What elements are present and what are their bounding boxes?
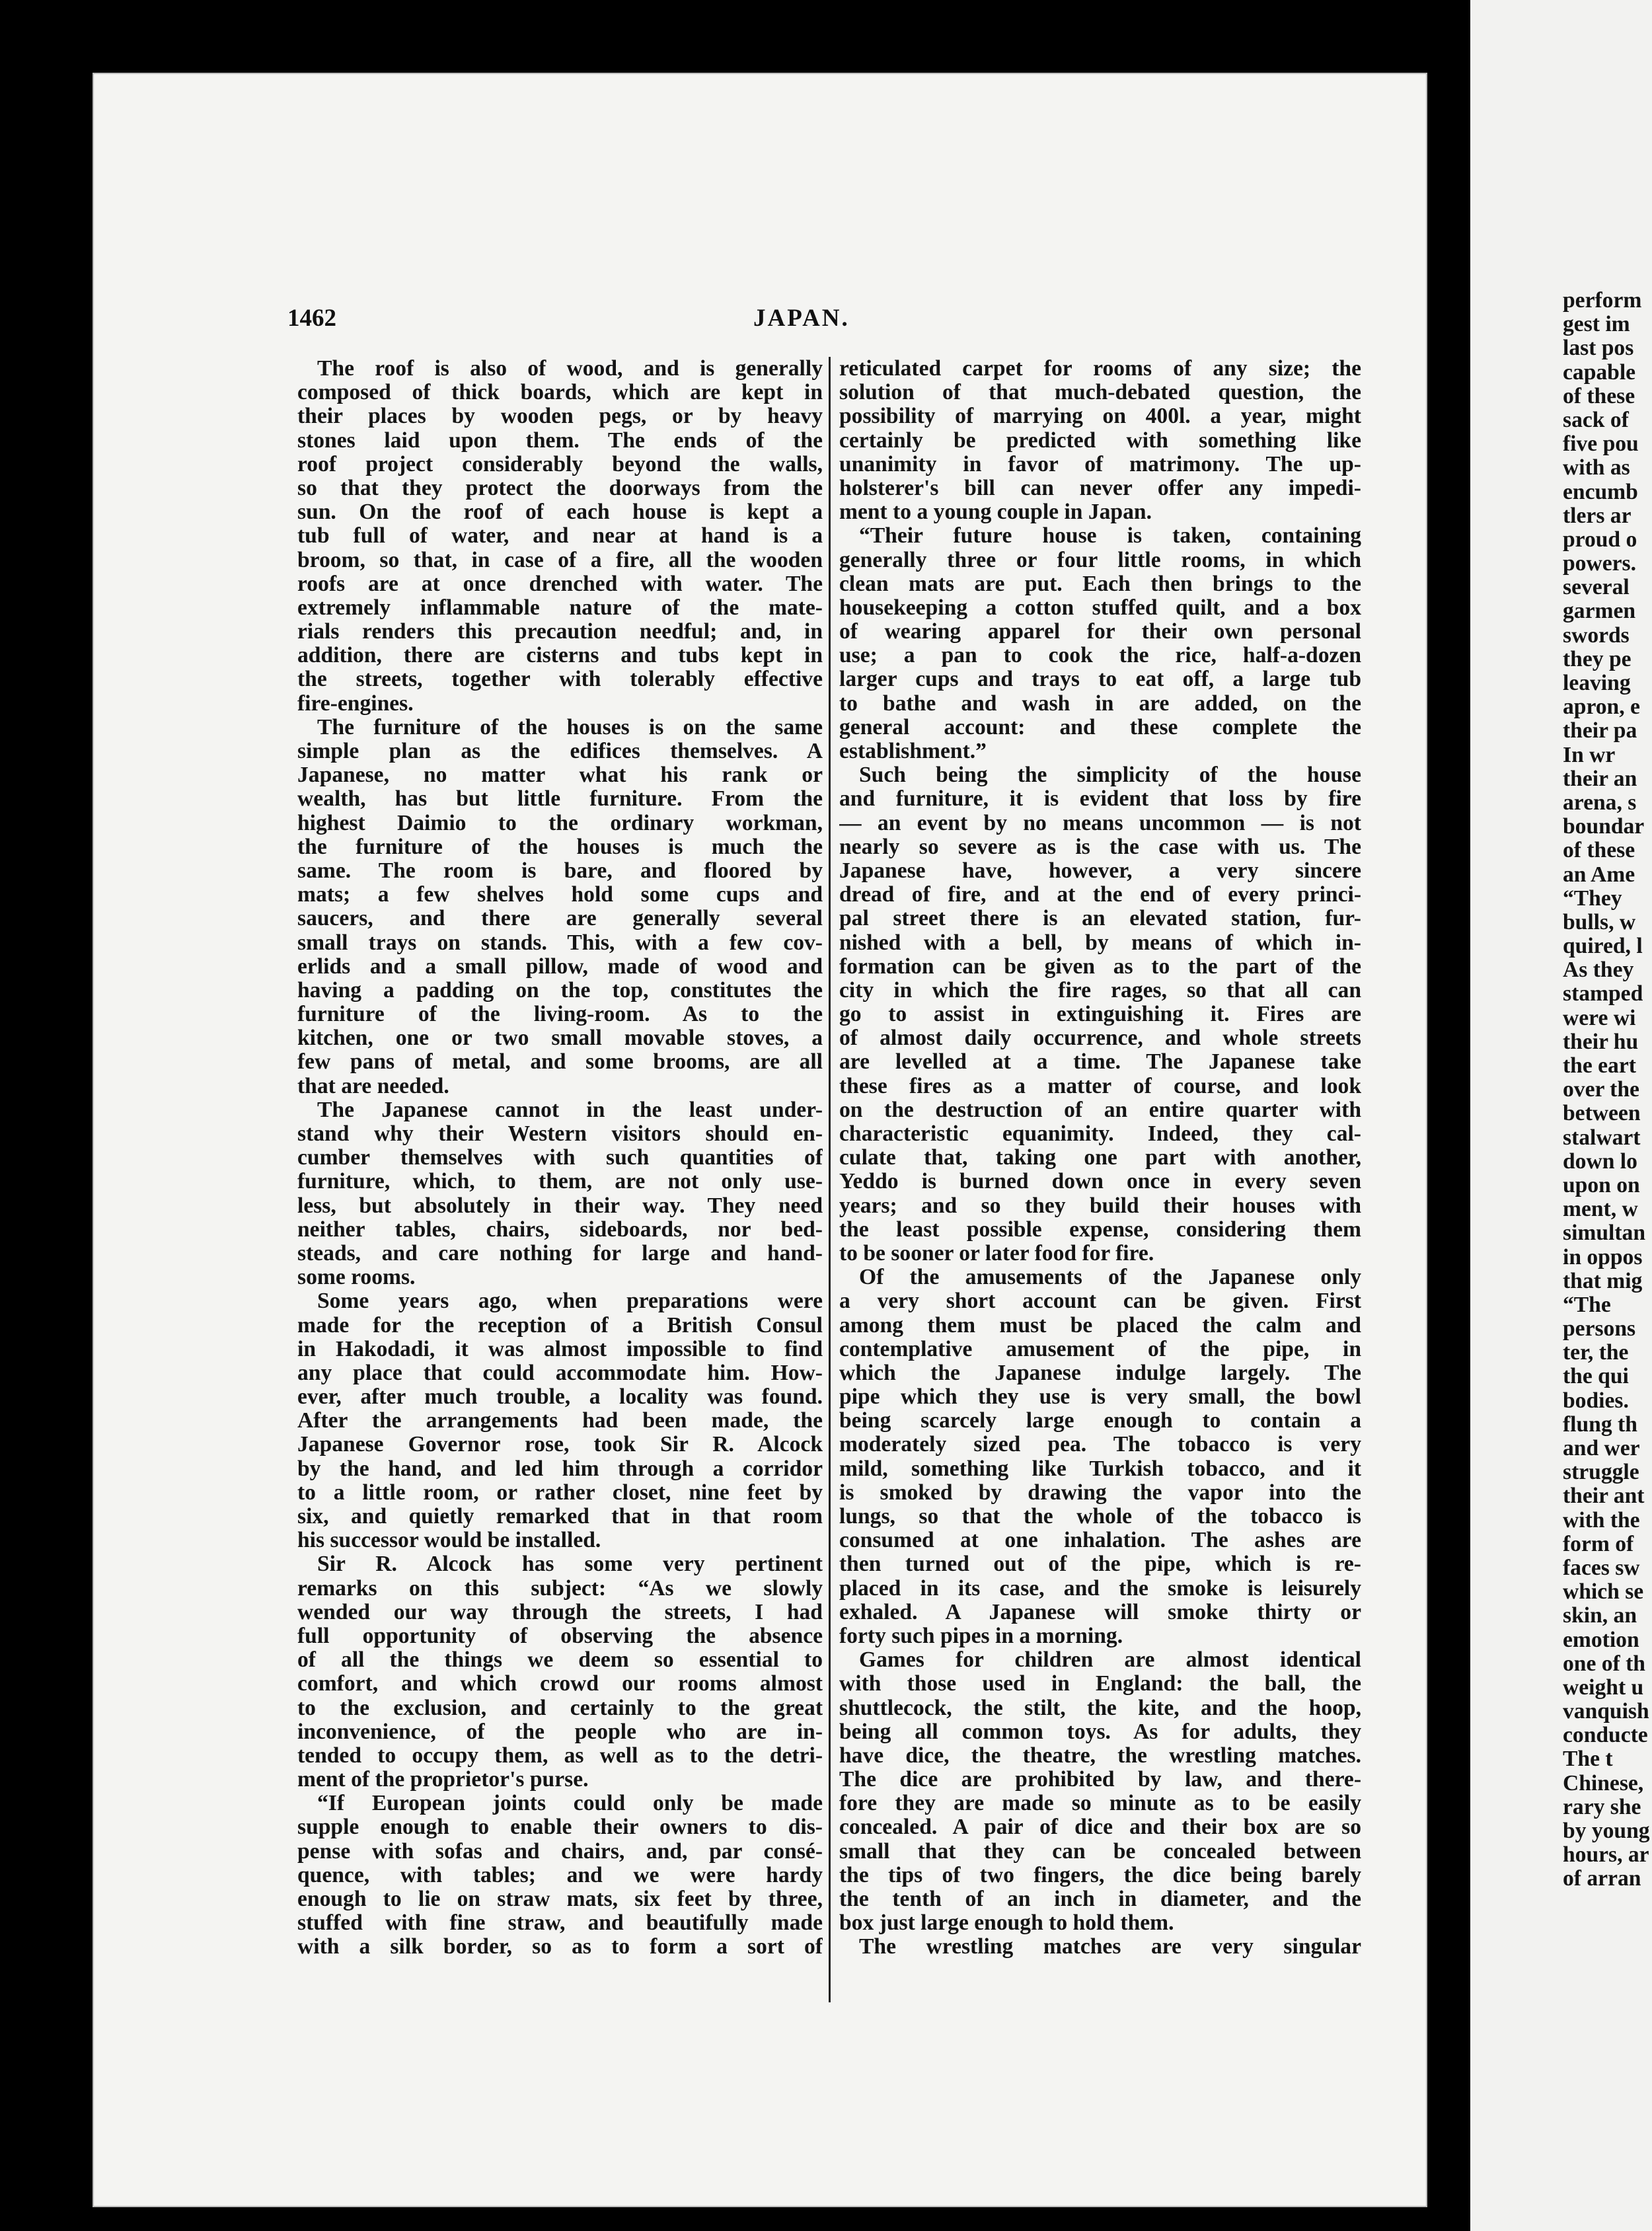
- fragment-line: flung th: [1563, 1412, 1637, 1437]
- text-line: extremely inflammable nature of the mate-: [297, 595, 823, 620]
- text-line: the furniture of the houses is much the: [297, 835, 823, 859]
- fragment-line: the qui: [1563, 1364, 1629, 1389]
- text-line: Japanese Governor rose, took Sir R. Alcock: [297, 1433, 823, 1457]
- book-page: [93, 73, 1427, 2207]
- text-line: comfort, and which crowd our rooms almost: [297, 1672, 823, 1696]
- text-line: which the Japanese indulge largely. The: [839, 1361, 1361, 1385]
- text-line: solution of that much-debated question, the: [839, 381, 1361, 405]
- text-line: After the arrangements had been made, the: [297, 1409, 823, 1433]
- text-line: addition, there are cisterns and tubs kept in: [297, 644, 823, 668]
- text-line: Of the amusements of the Japanese only: [859, 1266, 1361, 1290]
- text-line: larger cups and trays to eat off, a large tub: [839, 667, 1361, 692]
- text-line: Yeddo is burned down once in every seven: [839, 1170, 1361, 1194]
- text-line: with those used in England: the ball, the: [839, 1672, 1361, 1696]
- adjacent-page-text: [1563, 289, 1650, 1891]
- text-line: stones laid upon them. The ends of the: [297, 428, 823, 453]
- fragment-line: with as: [1563, 455, 1630, 480]
- text-line: so that they protect the doorways from the: [297, 476, 823, 500]
- fragment-line: perform: [1563, 288, 1642, 313]
- text-line: go to assist in extinguishing it. Fires are: [839, 1002, 1361, 1027]
- text-line: possibility of marrying on 400l. a year, might: [839, 404, 1361, 429]
- text-line: fire-engines.: [297, 691, 414, 716]
- fragment-line: between: [1563, 1101, 1641, 1126]
- fragment-line: stamped: [1563, 981, 1643, 1006]
- fragment-line: over the: [1563, 1077, 1639, 1102]
- fragment-line: skin, an: [1563, 1603, 1637, 1628]
- text-line: remarks on this subject: “As we slowly: [297, 1576, 823, 1601]
- fragment-line: they pe: [1563, 646, 1632, 671]
- left-text-column: [297, 357, 823, 1959]
- fragment-line: persons: [1563, 1316, 1636, 1342]
- text-line: by the hand, and led him through a corridor: [297, 1456, 823, 1481]
- text-line: his successor would be installed.: [297, 1529, 601, 1553]
- text-line: a very short account can be given. First: [839, 1289, 1361, 1314]
- fragment-line: their an: [1563, 766, 1637, 791]
- fragment-line: weight u: [1563, 1675, 1644, 1700]
- text-line: unanimity in favor of matrimony. The up-: [839, 452, 1361, 476]
- text-line: ment to a young couple in Japan.: [839, 500, 1152, 525]
- text-line: — an event by no means uncommon — is not: [839, 811, 1361, 835]
- text-line: highest Daimio to the ordinary workman,: [297, 811, 823, 835]
- fragment-line: quired, l: [1563, 934, 1643, 959]
- text-line: The roof is also of wood, and is generally: [317, 357, 823, 381]
- text-line: to bathe and wash in are added, on the: [839, 691, 1361, 716]
- text-line: of wearing apparel for their own personal: [839, 620, 1361, 644]
- text-line: few pans of metal, and some brooms, are all: [297, 1050, 823, 1075]
- text-line: generally three or four little rooms, in which: [839, 548, 1361, 572]
- text-line: shuttlecock, the stilt, the kite, and the hoop,: [839, 1696, 1361, 1720]
- fragment-line: capable: [1563, 359, 1636, 385]
- text-line: to a little room, or rather closet, nine feet by: [297, 1480, 823, 1505]
- text-line: made for the reception of a British Consul: [297, 1313, 823, 1338]
- text-line: kitchen, one or two small movable stoves, a: [297, 1026, 823, 1051]
- text-line: establishment.”: [839, 739, 987, 763]
- fragment-line: of arran: [1563, 1866, 1641, 1891]
- fragment-line: garmen: [1563, 599, 1636, 624]
- fragment-line: ment, w: [1563, 1197, 1638, 1222]
- text-line: clean mats are put. Each then brings to the: [839, 572, 1361, 596]
- fragment-line: arena, s: [1563, 790, 1637, 815]
- fragment-line: the eart: [1563, 1053, 1636, 1078]
- text-line: roofs are at once drenched with water. The: [297, 572, 823, 596]
- text-line: the least possible expense, considering them: [839, 1217, 1361, 1242]
- text-line: some rooms.: [297, 1266, 416, 1290]
- text-line: The furniture of the houses is on the same: [317, 715, 823, 739]
- fragment-line: upon on: [1563, 1172, 1640, 1197]
- text-line: consumed at one inhalation. The ashes are: [839, 1529, 1361, 1553]
- text-line: years; and so they build their houses with: [839, 1193, 1361, 1218]
- text-line: of almost daily occurrence, and whole streets: [839, 1026, 1361, 1051]
- text-line: among them must be placed the calm and: [839, 1313, 1361, 1338]
- fragment-line: “The: [1563, 1292, 1611, 1317]
- text-line: steads, and care nothing for large and hand-: [297, 1241, 823, 1266]
- fragment-line: sack of: [1563, 407, 1629, 432]
- fragment-line: powers.: [1563, 551, 1636, 576]
- text-line: on the destruction of an entire quarter with: [839, 1098, 1361, 1122]
- text-line: exhaled. A Japanese will smoke thirty or: [839, 1600, 1361, 1624]
- fragment-line: The t: [1563, 1747, 1613, 1772]
- fragment-line: In wr: [1563, 742, 1616, 767]
- text-line: dread of fire, and at the end of every princi-: [839, 883, 1361, 907]
- text-line: neither tables, chairs, sideboards, nor bed-: [297, 1217, 823, 1242]
- adjacent-page-fragment: [1470, 0, 1652, 2231]
- text-line: to be sooner or later food for fire.: [839, 1241, 1154, 1266]
- fragment-line: last pos: [1563, 336, 1634, 361]
- text-line: and furniture, it is evident that loss by fire: [839, 787, 1361, 812]
- text-line: saucers, and there are generally several: [297, 907, 823, 931]
- text-line: in Hakodadi, it was almost impossible to find: [297, 1337, 823, 1361]
- text-line: placed in its case, and the smoke is leisurely: [839, 1576, 1361, 1601]
- fragment-line: encumb: [1563, 479, 1638, 504]
- text-line: city in which the fire rages, so that all can: [839, 978, 1361, 1002]
- text-line: to the exclusion, and certainly to the great: [297, 1696, 823, 1720]
- text-line: their places by wooden pegs, or by heavy: [297, 404, 823, 429]
- text-line: tub full of water, and near at hand is a: [297, 524, 823, 548]
- text-line: Japanese, no matter what his rank or: [297, 763, 823, 788]
- fragment-line: conducte: [1563, 1723, 1648, 1748]
- text-line: composed of thick boards, which are kept in: [297, 381, 823, 405]
- text-line: any place that could accommodate him. How-: [297, 1361, 823, 1385]
- text-line: that are needed.: [297, 1074, 449, 1098]
- text-line: pal street there is an elevated station, fur-: [839, 907, 1361, 931]
- text-line: pipe which they use is very small, the bowl: [839, 1385, 1361, 1410]
- fragment-line: one of th: [1563, 1651, 1645, 1676]
- text-line: mats; a few shelves hold some cups and: [297, 883, 823, 907]
- text-line: contemplative amusement of the pipe, in: [839, 1337, 1361, 1361]
- fragment-line: stalwart: [1563, 1125, 1641, 1150]
- text-line: forty such pipes in a morning.: [839, 1624, 1123, 1648]
- text-line: full opportunity of observing the absence: [297, 1624, 823, 1648]
- text-line: ment of the proprietor's purse.: [297, 1768, 589, 1792]
- text-line: lungs, so that the whole of the tobacco is: [839, 1505, 1361, 1529]
- text-line: wealth, has but little furniture. From the: [297, 787, 823, 812]
- fragment-line: their hu: [1563, 1029, 1639, 1054]
- text-line: certainly be predicted with something like: [839, 428, 1361, 453]
- text-line: The wrestling matches are very singular: [859, 1935, 1361, 1959]
- text-line: the streets, together with tolerably effective: [297, 667, 823, 692]
- fragment-line: that mig: [1563, 1268, 1643, 1293]
- fragment-line: were wi: [1563, 1005, 1636, 1030]
- fragment-line: “They: [1563, 886, 1622, 911]
- text-line: broom, so that, in case of a fire, all the wooden: [297, 548, 823, 572]
- text-line: nearly so severe as is the case with us. The: [839, 835, 1361, 859]
- fragment-line: with the: [1563, 1507, 1640, 1532]
- fragment-line: leaving: [1563, 671, 1631, 695]
- fragment-line: ter, the: [1563, 1340, 1629, 1365]
- text-line: stand why their Western visitors should en-: [297, 1122, 823, 1146]
- text-line: pense with sofas and chairs, and, par consé-: [297, 1839, 823, 1864]
- text-line: ever, after much trouble, a locality was found.: [297, 1385, 823, 1410]
- page-number: 1462: [287, 305, 336, 332]
- text-line: having a padding on the top, constitutes the: [297, 978, 823, 1002]
- text-line: cumber themselves with such quantities of: [297, 1146, 823, 1170]
- running-head: JAPAN.: [753, 305, 850, 332]
- text-line: sun. On the roof of each house is kept a: [297, 500, 823, 525]
- text-line: Some years ago, when preparations were: [317, 1289, 823, 1314]
- fragment-line: simultan: [1563, 1221, 1646, 1246]
- text-line: have dice, the theatre, the wrestling matches.: [839, 1743, 1361, 1768]
- text-line: with a silk border, so as to form a sort of: [297, 1935, 823, 1959]
- text-line: mild, something like Turkish tobacco, and it: [839, 1456, 1361, 1481]
- text-line: being scarcely large enough to contain a: [839, 1409, 1361, 1433]
- fragment-line: Chinese,: [1563, 1770, 1644, 1796]
- fragment-line: their ant: [1563, 1484, 1645, 1509]
- text-line: moderately sized pea. The tobacco is very: [839, 1433, 1361, 1457]
- text-line: six, and quietly remarked that in that room: [297, 1505, 823, 1529]
- text-line: concealed. A pair of dice and their box are so: [839, 1815, 1361, 1840]
- fragment-line: apron, e: [1563, 695, 1640, 720]
- text-line: roof project considerably beyond the walls,: [297, 452, 823, 476]
- fragment-line: their pa: [1563, 718, 1637, 743]
- fragment-line: and wer: [1563, 1436, 1640, 1460]
- fragment-line: proud o: [1563, 527, 1637, 552]
- fragment-line: an Ame: [1563, 862, 1635, 887]
- text-line: tended to occupy them, as well as to the detri-: [297, 1743, 823, 1768]
- fragment-line: emotion: [1563, 1627, 1639, 1652]
- text-line: erlids and a small pillow, made of wood and: [297, 954, 823, 979]
- text-line: reticulated carpet for rooms of any size; the: [839, 357, 1361, 381]
- text-line: small trays on stands. This, with a few cov-: [297, 930, 823, 955]
- text-line: The Japanese cannot in the least under-: [317, 1098, 823, 1122]
- text-line: Games for children are almost identical: [859, 1648, 1361, 1673]
- text-line: formation can be given as to the part of the: [839, 954, 1361, 979]
- page-gutter: [1427, 0, 1470, 2231]
- text-line: same. The room is bare, and floored by: [297, 858, 823, 883]
- fragment-line: of these: [1563, 383, 1635, 408]
- text-line: “If European joints could only be made: [317, 1792, 823, 1816]
- fragment-line: five pou: [1563, 432, 1639, 457]
- text-line: less, but absolutely in their way. They need: [297, 1193, 823, 1218]
- text-line: stuffed with fine straw, and beautifully made: [297, 1911, 823, 1936]
- text-line: wended our way through the streets, I had: [297, 1600, 823, 1624]
- text-line: the tenth of an inch in diameter, and the: [839, 1887, 1361, 1911]
- text-line: holsterer's bill can never offer any impedi-: [839, 476, 1361, 500]
- text-line: the tips of two fingers, the dice being barely: [839, 1863, 1361, 1887]
- text-line: general account: and these complete the: [839, 715, 1361, 739]
- fragment-line: in oppos: [1563, 1244, 1643, 1269]
- fragment-line: boundar: [1563, 814, 1645, 839]
- text-line: The dice are prohibited by law, and there-: [839, 1768, 1361, 1792]
- fragment-line: form of: [1563, 1531, 1634, 1556]
- text-line: furniture of the living-room. As to the: [297, 1002, 823, 1027]
- text-line: rials renders this precaution needful; and, in: [297, 620, 823, 644]
- fragment-line: struggle: [1563, 1460, 1639, 1485]
- text-line: Japanese have, however, a very sincere: [839, 858, 1361, 883]
- text-line: box just large enough to hold them.: [839, 1911, 1174, 1936]
- text-line: inconvenience, of the people who are in-: [297, 1720, 823, 1744]
- right-text-column: [839, 357, 1361, 1959]
- fragment-line: of these: [1563, 838, 1635, 863]
- fragment-line: by young: [1563, 1819, 1650, 1843]
- text-line: of all the things we deem so essential to: [297, 1648, 823, 1673]
- text-line: enough to lie on straw mats, six feet by three,: [297, 1887, 823, 1911]
- fragment-line: tlers ar: [1563, 503, 1632, 528]
- text-line: nished with a bell, by means of which in-: [839, 930, 1361, 955]
- text-line: then turned out of the pipe, which is re-: [839, 1552, 1361, 1577]
- text-line: culate that, taking one part with another,: [839, 1146, 1361, 1170]
- text-line: Sir R. Alcock has some very pertinent: [317, 1552, 823, 1577]
- text-line: furniture, which, to them, are not only use-: [297, 1170, 823, 1194]
- fragment-line: bodies.: [1563, 1388, 1629, 1413]
- text-line: characteristic equanimity. Indeed, they cal-: [839, 1122, 1361, 1146]
- fragment-line: down lo: [1563, 1149, 1637, 1174]
- fragment-line: swords: [1563, 623, 1630, 648]
- fragment-line: faces sw: [1563, 1555, 1640, 1580]
- text-line: are levelled at a time. The Japanese take: [839, 1050, 1361, 1075]
- text-line: being all common toys. As for adults, they: [839, 1720, 1361, 1744]
- text-line: these fires as a matter of course, and look: [839, 1074, 1361, 1098]
- text-line: Such being the simplicity of the house: [859, 763, 1361, 788]
- fragment-line: gest im: [1563, 312, 1630, 337]
- fragment-line: vanquish: [1563, 1699, 1649, 1724]
- text-line: is smoked by drawing the vapor into the: [839, 1480, 1361, 1505]
- text-line: housekeeping a cotton stuffed quilt, and a box: [839, 595, 1361, 620]
- text-line: use; a pan to cook the rice, half-a-dozen: [839, 644, 1361, 668]
- text-line: simple plan as the edifices themselves. A: [297, 739, 823, 763]
- fragment-line: bulls, w: [1563, 909, 1636, 934]
- fragment-line: hours, ar: [1563, 1842, 1649, 1868]
- text-line: fore they are made so minute as to be easily: [839, 1792, 1361, 1816]
- text-line: small that they can be concealed between: [839, 1839, 1361, 1864]
- page-header: [93, 304, 1427, 337]
- fragment-line: several: [1563, 575, 1630, 600]
- text-line: supple enough to enable their owners to dis-: [297, 1815, 823, 1840]
- column-divider: [829, 357, 831, 2002]
- text-line: quence, with tables; and we were hardy: [297, 1863, 823, 1887]
- text-line: “Their future house is taken, containing: [859, 524, 1361, 548]
- fragment-line: rary she: [1563, 1794, 1641, 1819]
- fragment-line: As they: [1563, 958, 1634, 983]
- fragment-line: which se: [1563, 1579, 1644, 1605]
